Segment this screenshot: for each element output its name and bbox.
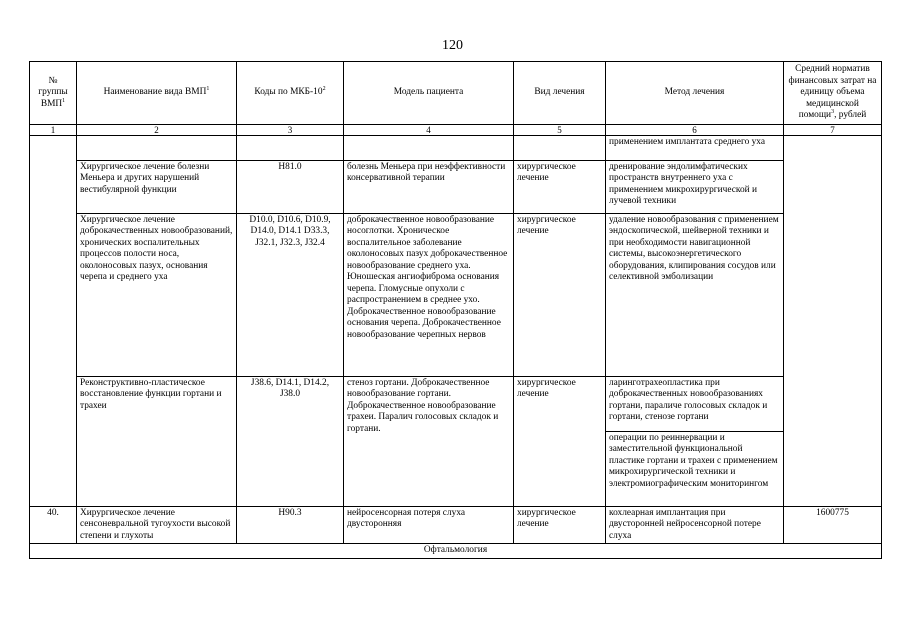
vmp-table	[29, 61, 882, 559]
table-row-carryover	[30, 136, 882, 161]
table-row-meniere	[30, 161, 882, 214]
header-treatment-method: Метод лечения	[606, 62, 784, 125]
cost-cell: 1600775	[784, 507, 882, 544]
vmp-type-cell: Реконструктивно-пластическое восстановление функции гортани и трахеи	[77, 377, 237, 507]
table-section-row	[30, 544, 882, 558]
icd-codes-cell	[237, 136, 344, 161]
treatment-type-cell: хирургическое лечение	[514, 161, 606, 214]
patient-model-cell	[344, 136, 514, 161]
column-number: 1	[30, 125, 77, 136]
treatment-type-cell: хирургическое лечение	[514, 507, 606, 544]
method-cell: дренирование эндолимфатических пространств внутреннего уха с применением микрохирургической и лучевой техники	[606, 161, 784, 214]
header-icd-codes: Коды по МКБ-$10^2$	[237, 62, 344, 125]
group-no-cell: 40.	[30, 507, 77, 544]
treatment-type-cell: хирургическое лечение	[514, 214, 606, 377]
column-number: 3	[237, 125, 344, 136]
patient-model-cell: стеноз гортани. Доброкачественное новообразование гортани. Доброкачественное новообразование трахеи. Паралич голосовых складок и гортани.	[344, 377, 514, 507]
vmp-type-cell: Хирургическое лечение сенсоневральной тугоухости высокой степени и глухоты	[77, 507, 237, 544]
table-row-40	[30, 507, 882, 544]
header-group-no: № группы ВМП$^1$	[30, 62, 77, 125]
icd-codes-cell: H90.3	[237, 507, 344, 544]
method-cell: кохлеарная имплантация при двусторонней нейросенсорной потере слуха	[606, 507, 784, 544]
table-header-row	[30, 62, 882, 125]
page-number: 120	[442, 38, 463, 53]
column-number: 2	[77, 125, 237, 136]
method-cell: удаление новообразования с применением эндоскопической, шейверной техники и при необходимости навигационной системы, высокоэнергетического оборудования, клипирования сосудов или селективной эмболизации	[606, 214, 784, 377]
header-vmp-type: Наименование вида ВМП$^1$	[77, 62, 237, 125]
column-number: 5	[514, 125, 606, 136]
cost-cell-empty	[784, 136, 882, 507]
vmp-type-cell: Хирургическое лечение болезни Меньера и других нарушений вестибулярной функции	[77, 161, 237, 214]
column-number: 7	[784, 125, 882, 136]
column-number: 6	[606, 125, 784, 136]
table-row-larynx	[30, 377, 882, 432]
method-cell: операции по реиннервации и заместительной функциональной пластике гортани и трахеи с применением микрохирургической техники и электромиографическим мониторингом	[606, 432, 784, 507]
group-no-cell-empty	[30, 136, 77, 507]
vmp-type-cell: Хирургическое лечение доброкачественных новообразований, хронических воспалительных процессов полости носа, околоносовых пазух, основания черепа и среднего уха	[77, 214, 237, 377]
treatment-type-cell	[514, 136, 606, 161]
section-title: Офтальмология	[30, 544, 882, 558]
method-cell: ларинготрахеопластика при доброкачественных новообразованиях гортани, параличе голосовых складок и гортани, стенозе гортани	[606, 377, 784, 432]
column-number: 4	[344, 125, 514, 136]
patient-model-cell: нейросенсорная потеря слуха двусторонняя	[344, 507, 514, 544]
icd-codes-cell: D10.0, D10.6, D10.9, D14.0, D14.1 D33.3, J32.1, J32.3, J32.4	[237, 214, 344, 377]
method-cell: применением имплантата среднего уха	[606, 136, 784, 161]
header-treatment-type: Вид лечения	[514, 62, 606, 125]
header-cost-standard: Средний норматив финансовых затрат на единицу объема медицинской помощи$^3$, рублей	[784, 62, 882, 125]
treatment-type-cell: хирургическое лечение	[514, 377, 606, 507]
icd-codes-cell: H81.0	[237, 161, 344, 214]
column-numbers-row	[30, 125, 882, 136]
vmp-type-cell	[77, 136, 237, 161]
table-row-nasal-tumors	[30, 214, 882, 377]
patient-model-cell: доброкачественное новообразование носоглотки. Хроническое воспалительное заболевание околоносовых пазух доброкачественное новообразование среднего уха. Юношеская ангиофиброма основания черепа. Гломусные опухоли с распространением в среднее ухо. Доброкачественное новообразование основания черепа. Доброкачественное новообразование черепных нервов	[344, 214, 514, 377]
patient-model-cell: болезнь Меньера при неэффективности консервативной терапии	[344, 161, 514, 214]
icd-codes-cell: J38.6, D14.1, D14.2, J38.0	[237, 377, 344, 507]
header-patient-model: Модель пациента	[344, 62, 514, 125]
